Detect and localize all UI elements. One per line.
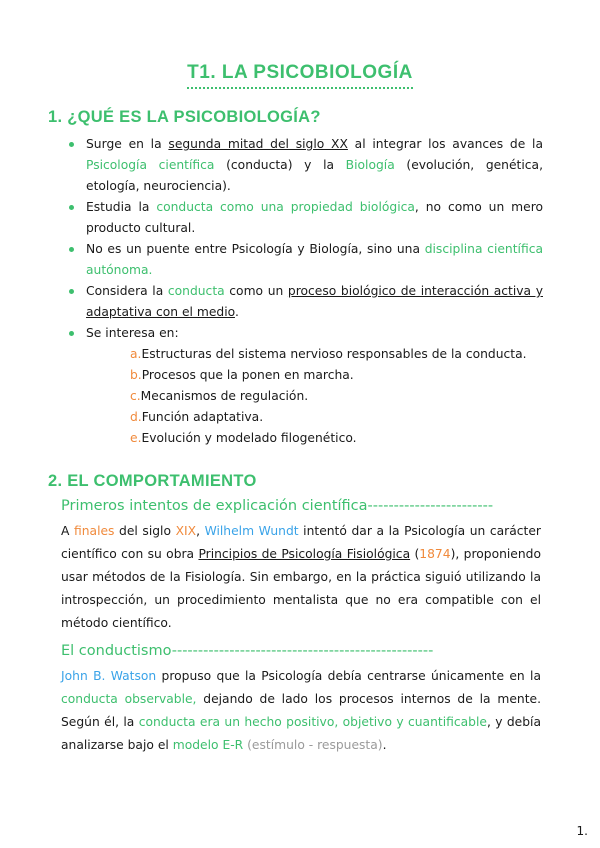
bullet-item — [58, 281, 543, 323]
subheading-conductismo: El conductismo-------------------------------------------------- — [61, 643, 434, 659]
highlight-green: Psicología científica — [86, 158, 215, 172]
text: Se interesa en: — [86, 326, 179, 340]
text: , — [196, 524, 205, 538]
highlight-orange: 1874 — [419, 547, 451, 561]
highlight-gray: (estímulo - respuesta) — [247, 738, 383, 752]
section2-heading: 2. EL COMPORTAMIENTO — [48, 472, 257, 490]
highlight-green: conducta era un hecho positivo, objetivo y cuantificable — [138, 715, 487, 729]
text: . — [234, 305, 239, 319]
text: Estudia la — [86, 200, 157, 214]
page-number: 1. — [576, 824, 588, 838]
bullet-item — [58, 134, 543, 197]
sublist-item — [130, 386, 543, 407]
list-letter: b. — [130, 368, 142, 382]
underlined-text: proceso biológico de interacción activa y adaptativa con el medio — [86, 284, 543, 319]
underlined-text: Principios de Psicología Fisiológica — [198, 547, 411, 561]
highlight-green: conducta — [167, 284, 225, 298]
list-letter: c. — [130, 389, 141, 403]
text: (evolución, genética, etología, neurociencia). — [86, 158, 543, 193]
text: , y debía analizarse bajo el — [61, 715, 542, 752]
bullet-dot-icon — [69, 331, 74, 336]
text: ), proponiendo usar métodos de la Fisiología. Sin embargo, en la práctica siguió utilizando la introspección, un procedimiento mentalista que no era compatible con el método científico. — [61, 547, 541, 630]
list-letter: d. — [130, 410, 142, 424]
text: , no como un mero producto cultural. — [86, 200, 544, 235]
paragraph-wundt — [61, 520, 541, 635]
text: intentó dar a la Psicología un carácter científico con su obra — [61, 524, 541, 561]
underlined-text: segunda mitad del siglo XX — [168, 137, 348, 151]
text: Mecanismos de regulación. — [140, 389, 309, 403]
bullet-dot-icon — [69, 205, 74, 210]
text: Función adaptativa. — [141, 410, 264, 424]
text: Estructuras del sistema nervioso responsables de la conducta. — [141, 347, 527, 361]
text: Considera la — [86, 284, 168, 298]
highlight-orange: XIX — [175, 524, 197, 538]
text: A — [61, 524, 74, 538]
text: Procesos que la ponen en marcha. — [141, 368, 354, 382]
text: (conducta) y la — [214, 158, 346, 172]
sublist-item — [130, 407, 543, 428]
sublist-item — [130, 428, 543, 449]
highlight-green: modelo E-R — [172, 738, 244, 752]
highlight-blue: John B. Watson — [61, 669, 157, 683]
text: como un — [224, 284, 288, 298]
bullet-dot-icon — [69, 247, 74, 252]
subheading-primeros-intentos: Primeros intentos de explicación científica------------------------ — [61, 498, 494, 514]
text: del siglo — [114, 524, 176, 538]
highlight-orange: finales — [74, 524, 115, 538]
bullet-dot-icon — [69, 142, 74, 147]
page-title: T1. LA PSICOBIOLOGÍA — [187, 62, 413, 89]
highlight-green: conducta observable, — [61, 692, 197, 706]
text: No es un puente entre Psicología y Biología, sino una — [86, 242, 425, 256]
text: . — [382, 738, 387, 752]
text: ( — [410, 547, 420, 561]
text: propuso que la Psicología debía centrarse únicamente en la — [156, 669, 541, 683]
sublist-item — [130, 365, 543, 386]
list-letter: a. — [130, 347, 142, 361]
text: Evolución y modelado filogenético. — [141, 431, 357, 445]
highlight-green: Biología — [345, 158, 395, 172]
list-letter: e. — [130, 431, 142, 445]
paragraph-watson — [61, 665, 541, 757]
highlight-green: conducta como una propiedad biológica — [156, 200, 415, 214]
highlight-blue: Wilhelm Wundt — [204, 524, 299, 538]
text: dejando de lado los procesos internos de la mente. Según él, la — [61, 692, 541, 729]
section1-heading: 1. ¿QUÉ ES LA PSICOBIOLOGÍA? — [48, 108, 321, 126]
text: Surge en la — [86, 137, 169, 151]
sublist — [86, 344, 543, 449]
page-title-wrap — [0, 62, 600, 89]
bullet-item — [58, 323, 543, 449]
highlight-green: disciplina científica autónoma. — [86, 242, 543, 277]
bullet-item — [58, 239, 543, 281]
bullet-item — [58, 197, 543, 239]
sublist-item — [130, 344, 543, 365]
text: al integrar los avances de la — [347, 137, 543, 151]
section1-bullet-list — [58, 134, 543, 449]
bullet-dot-icon — [69, 289, 74, 294]
